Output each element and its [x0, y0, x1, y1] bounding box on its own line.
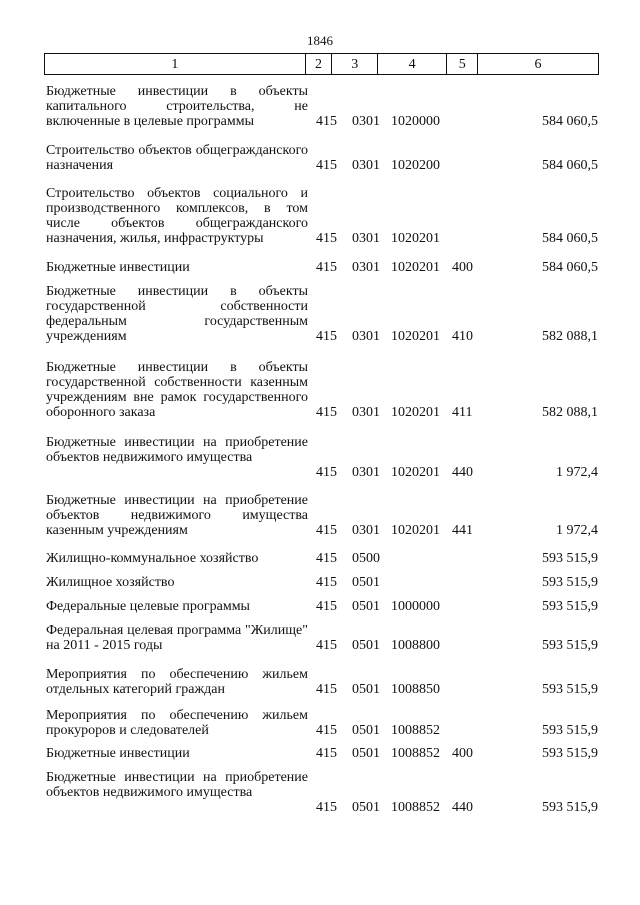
row-col-3: 0301	[352, 465, 380, 480]
row-col-2: 415	[316, 638, 337, 653]
row-name: Федеральные целевые программы	[46, 599, 250, 614]
row-col-5: 440	[452, 800, 473, 815]
row-col-2: 415	[316, 575, 337, 590]
row-name: Мероприятия по обеспечению жильем отдельных категорий граждан	[46, 667, 308, 697]
table-row	[0, 746, 640, 761]
row-name: Жилищно-коммунальное хозяйство	[46, 551, 259, 566]
header-col-6: 6	[534, 56, 542, 72]
row-name: Строительство объектов общегражданского назначения	[46, 143, 308, 173]
row-col-3: 0501	[352, 638, 380, 653]
row-col-6: 593 515,9	[542, 551, 598, 566]
row-col-4: 1020201	[391, 260, 440, 275]
table-row	[0, 143, 640, 173]
table-header	[44, 53, 599, 75]
row-name: Бюджетные инвестиции	[46, 260, 190, 275]
row-col-2: 415	[316, 329, 337, 344]
row-col-4: 1008852	[391, 800, 440, 815]
row-name: Строительство объектов социального и производственного комплексов, в том числе объектов общегражданского назначения, жилья, инфраструктуры	[46, 186, 308, 246]
row-col-5: 410	[452, 329, 473, 344]
row-col-3: 0301	[352, 231, 380, 246]
row-name: Мероприятия по обеспечению жильем прокуроров и следователей	[46, 708, 308, 738]
row-col-5: 441	[452, 523, 473, 538]
row-col-2: 415	[316, 231, 337, 246]
row-col-4: 1008800	[391, 638, 440, 653]
table-row	[0, 360, 640, 420]
row-col-3: 0501	[352, 723, 380, 738]
row-col-5: 400	[452, 746, 473, 761]
row-col-6: 1 972,4	[556, 523, 598, 538]
row-col-6: 584 060,5	[542, 114, 598, 129]
row-col-2: 415	[316, 465, 337, 480]
row-col-3: 0301	[352, 158, 380, 173]
row-col-6: 582 088,1	[542, 405, 598, 420]
page-number: 1846	[307, 33, 333, 48]
row-name: Жилищное хозяйство	[46, 575, 175, 590]
row-col-6: 593 515,9	[542, 723, 598, 738]
row-col-4: 1020201	[391, 523, 440, 538]
row-col-4: 1020000	[391, 114, 440, 129]
row-col-3: 0301	[352, 405, 380, 420]
row-col-3: 0500	[352, 551, 380, 566]
row-col-3: 0301	[352, 260, 380, 275]
table-row	[0, 623, 640, 653]
row-col-2: 415	[316, 551, 337, 566]
row-col-6: 593 515,9	[542, 599, 598, 614]
table-row	[0, 599, 640, 614]
row-col-2: 415	[316, 405, 337, 420]
row-col-4: 1000000	[391, 599, 440, 614]
row-col-2: 415	[316, 523, 337, 538]
header-col-3: 3	[332, 54, 378, 74]
table-row	[0, 493, 640, 538]
row-name: Бюджетные инвестиции в объекты капитального строительства, не включенные в целевые программы	[46, 84, 308, 129]
row-col-6: 593 515,9	[542, 800, 598, 815]
row-col-5: 440	[452, 465, 473, 480]
row-col-3: 0501	[352, 800, 380, 815]
row-col-6: 582 088,1	[542, 329, 598, 344]
row-col-4: 1008852	[391, 746, 440, 761]
row-col-6: 593 515,9	[542, 682, 598, 697]
row-col-4: 1020201	[391, 329, 440, 344]
row-col-2: 415	[316, 158, 337, 173]
row-col-4: 1008852	[391, 723, 440, 738]
header-col-5: 5	[447, 54, 478, 74]
row-col-2: 415	[316, 260, 337, 275]
row-col-4: 1020201	[391, 405, 440, 420]
row-col-4: 1008850	[391, 682, 440, 697]
row-col-2: 415	[316, 723, 337, 738]
row-col-2: 415	[316, 114, 337, 129]
row-col-3: 0501	[352, 682, 380, 697]
table-row	[0, 435, 640, 480]
row-name: Бюджетные инвестиции	[46, 746, 190, 761]
row-name: Бюджетные инвестиции в объекты государственной собственности федеральным государственным учреждениям	[46, 284, 308, 344]
row-col-3: 0301	[352, 114, 380, 129]
row-name: Бюджетные инвестиции в объекты государственной собственности казенным учреждениям вне рамок государственного оборонного заказа	[46, 360, 308, 420]
row-name: Бюджетные инвестиции на приобретение объектов недвижимого имущества казенным учреждениям	[46, 493, 308, 538]
table-row	[0, 186, 640, 246]
row-col-6: 584 060,5	[542, 158, 598, 173]
row-col-5: 411	[452, 405, 473, 420]
header-col-4: 4	[378, 54, 447, 74]
row-name: Бюджетные инвестиции на приобретение объектов недвижимого имущества	[46, 435, 308, 465]
table-row	[0, 84, 640, 129]
row-col-2: 415	[316, 800, 337, 815]
row-col-4: 1020200	[391, 158, 440, 173]
table-row	[0, 260, 640, 275]
row-col-2: 415	[316, 746, 337, 761]
row-col-2: 415	[316, 682, 337, 697]
row-col-4: 1020201	[391, 465, 440, 480]
row-name: Федеральная целевая программа "Жилище" на 2011 - 2015 годы	[46, 623, 308, 653]
row-col-6: 593 515,9	[542, 638, 598, 653]
row-col-6: 584 060,5	[542, 260, 598, 275]
row-col-6: 593 515,9	[542, 746, 598, 761]
header-col-2: 2	[306, 54, 333, 74]
row-name: Бюджетные инвестиции на приобретение объектов недвижимого имущества	[46, 770, 308, 800]
header-col-1: 1	[45, 54, 306, 74]
row-col-3: 0301	[352, 523, 380, 538]
row-col-3: 0501	[352, 599, 380, 614]
row-col-6: 1 972,4	[556, 465, 598, 480]
row-col-3: 0301	[352, 329, 380, 344]
table-row	[0, 284, 640, 344]
table-row	[0, 770, 640, 815]
row-col-3: 0501	[352, 746, 380, 761]
row-col-3: 0501	[352, 575, 380, 590]
table-row	[0, 708, 640, 738]
row-col-6: 593 515,9	[542, 575, 598, 590]
row-col-2: 415	[316, 599, 337, 614]
table-row	[0, 575, 640, 590]
row-col-4: 1020201	[391, 231, 440, 246]
row-col-6: 584 060,5	[542, 231, 598, 246]
table-row	[0, 667, 640, 697]
table-row	[0, 551, 640, 566]
row-col-5: 400	[452, 260, 473, 275]
